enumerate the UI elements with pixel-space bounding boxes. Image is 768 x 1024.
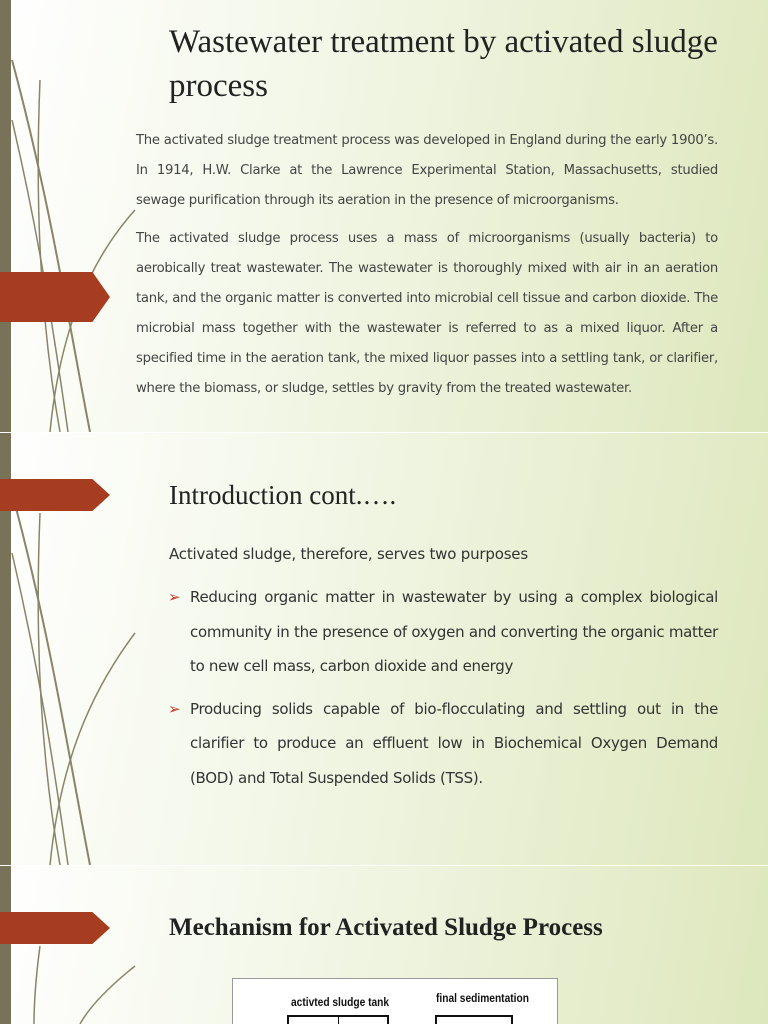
slide-3 [0,866,768,1024]
tank-label: activted sludge tank [291,995,390,1009]
list-item [168,692,718,796]
arrow-bullet-icon: ➢ [168,588,181,606]
arrow-bullet-icon: ➢ [168,699,181,718]
slide-title: Introduction cont.…. [169,480,397,510]
sedimentation-tank [435,1015,513,1024]
bullet-text: Producing solids capable of bio-flocculating and settling out in the clarifier to produce an effluent low in Biochemical Oxygen Demand (BOD) and Total Suspended Solids (TSS). [190,699,718,787]
accent-arrow [0,912,110,944]
slide-title: Wastewater treatment by activated sludge process [169,24,718,104]
slide-2 [0,433,768,865]
bullet-text: Reducing organic matter in wastewater by using a complex biological community in the presence of oxygen and converting the organic matter to new cell mass, carbon dioxide and energy [190,588,718,675]
sedimentation-label: final sedimentation [436,991,529,1005]
paragraph-history: The activated sludge treatment process was developed in England during the early 1900’s. In 1914, H.W. Clarke at the Lawrence Experimental Station, Massachusetts, studied sewage purification through its aeration in the presence of microorganisms. [136,133,718,208]
paragraph-process: The activated sludge process uses a mass of microorganisms (usually bacteria) to aerobically treat wastewater. The wastewater is thoroughly mixed with air in an aeration tank, and the organic matter is converted into microbial cell tissue and carbon dioxide. The microbial mass together with the wastewater is referred to as a mixed liquor. After a specified time in the aeration tank, the mixed liquor passes into a settling tank, or clarifier, where the biomass, or sludge, settles by gravity from the treated wastewater. [136,231,718,396]
slide-1 [0,0,768,432]
accent-arrow [0,272,110,322]
lead-text: Activated sludge, therefore, serves two purposes [169,545,528,563]
slide-title: Mechanism for Activated Sludge Process [169,914,603,941]
decorative-swoosh [0,866,140,1024]
accent-arrow [0,479,110,511]
process-diagram [232,978,558,1024]
decorative-swoosh [0,0,140,432]
list-item [168,580,718,684]
aeration-tank [287,1015,389,1024]
bullet-list [168,580,718,803]
